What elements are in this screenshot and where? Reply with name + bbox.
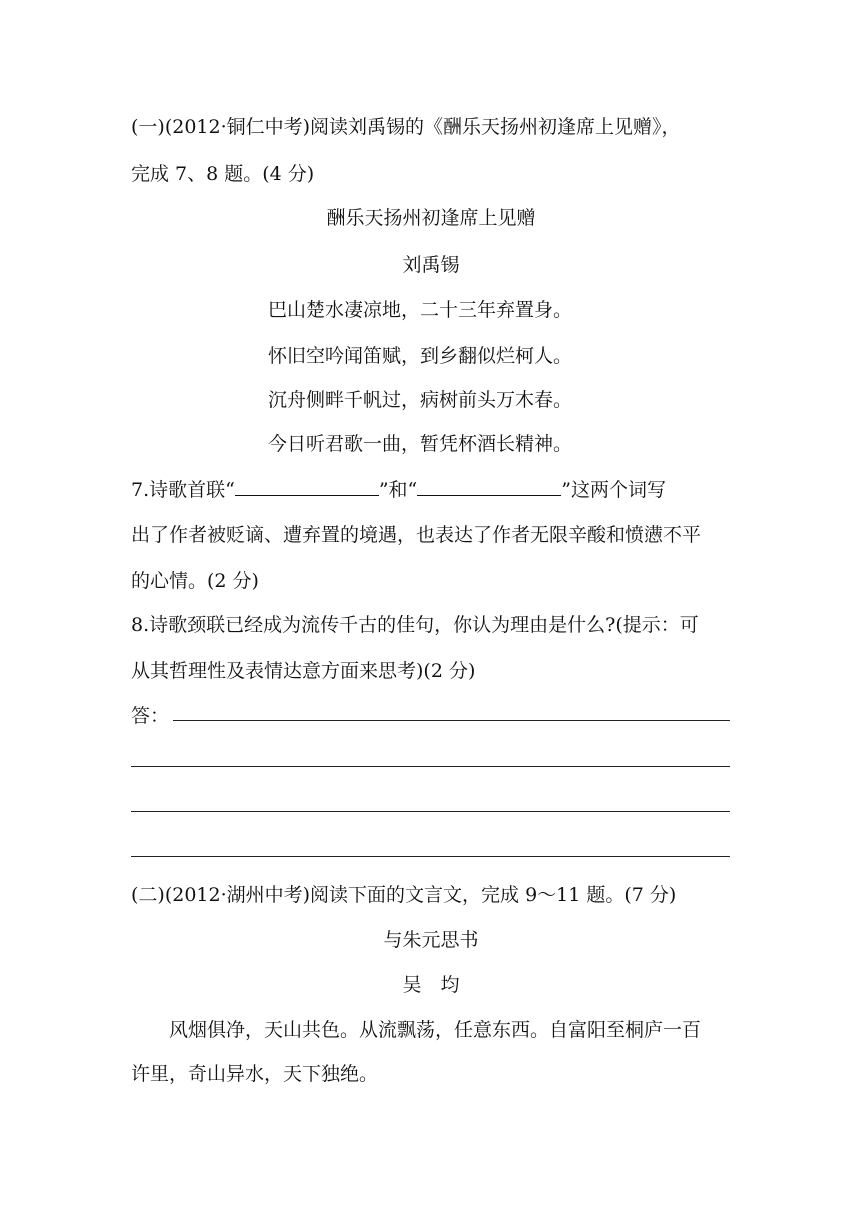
question-8-line2: 从其哲理性及表情达意方面来思考)(2 分): [131, 660, 476, 682]
text-author: 吴 均: [402, 974, 460, 996]
q7-suffix: ”这两个词写: [561, 479, 666, 501]
q7-prefix: 7.诗歌首联“: [131, 479, 235, 501]
text-paragraph-line1: 风烟俱净，天山共色。从流飘荡，任意东西。自富阳至桐庐一百: [169, 1019, 702, 1041]
section2-intro: (二)(2012·湖州中考)阅读下面的文言文，完成 9～11 题。(7 分): [131, 884, 677, 906]
section1-intro-line2: 完成 7、8 题。(4 分): [131, 163, 315, 185]
question-7-line1: [131, 477, 731, 502]
answer-line-3[interactable]: [131, 811, 730, 812]
text-title: 与朱元思书: [383, 929, 479, 951]
poem-title: 酬乐天扬州初逢席上见赠: [326, 207, 536, 229]
poem-line-2: 怀旧空吟闻笛赋，到乡翻似烂柯人。: [268, 345, 573, 367]
question-8-line1: 8.诗歌颈联已经成为流传千古的佳句，你认为理由是什么?(提示：可: [131, 614, 699, 636]
poem-line-1: 巴山楚水凄凉地，二十三年弃置身。: [268, 299, 573, 321]
text-paragraph-line2: 许里，奇山异水，天下独绝。: [131, 1063, 379, 1085]
q7-middle: ”和“: [378, 479, 418, 501]
q7-blank-1[interactable]: [235, 477, 379, 496]
answer-line-1[interactable]: [173, 720, 730, 721]
answer-line-4[interactable]: [131, 856, 730, 857]
section1-intro-line1: (一)(2012·铜仁中考)阅读刘禹锡的《酬乐天扬州初逢席上见赠》，: [131, 116, 681, 138]
poem-line-3: 沉舟侧畔千帆过，病树前头万木春。: [268, 389, 573, 411]
question-7-line2: 出了作者被贬谪、遭弃置的境遇，也表达了作者无限辛酸和愤懑不平: [131, 524, 702, 546]
answer-line-2[interactable]: [131, 766, 730, 767]
answer-label: 答：: [131, 705, 170, 727]
q7-blank-2[interactable]: [417, 477, 561, 496]
question-7-line3: 的心情。(2 分): [131, 570, 259, 592]
poem-line-4: 今日听君歌一曲，暂凭杯酒长精神。: [268, 433, 573, 455]
poem-author: 刘禹锡: [402, 254, 460, 276]
